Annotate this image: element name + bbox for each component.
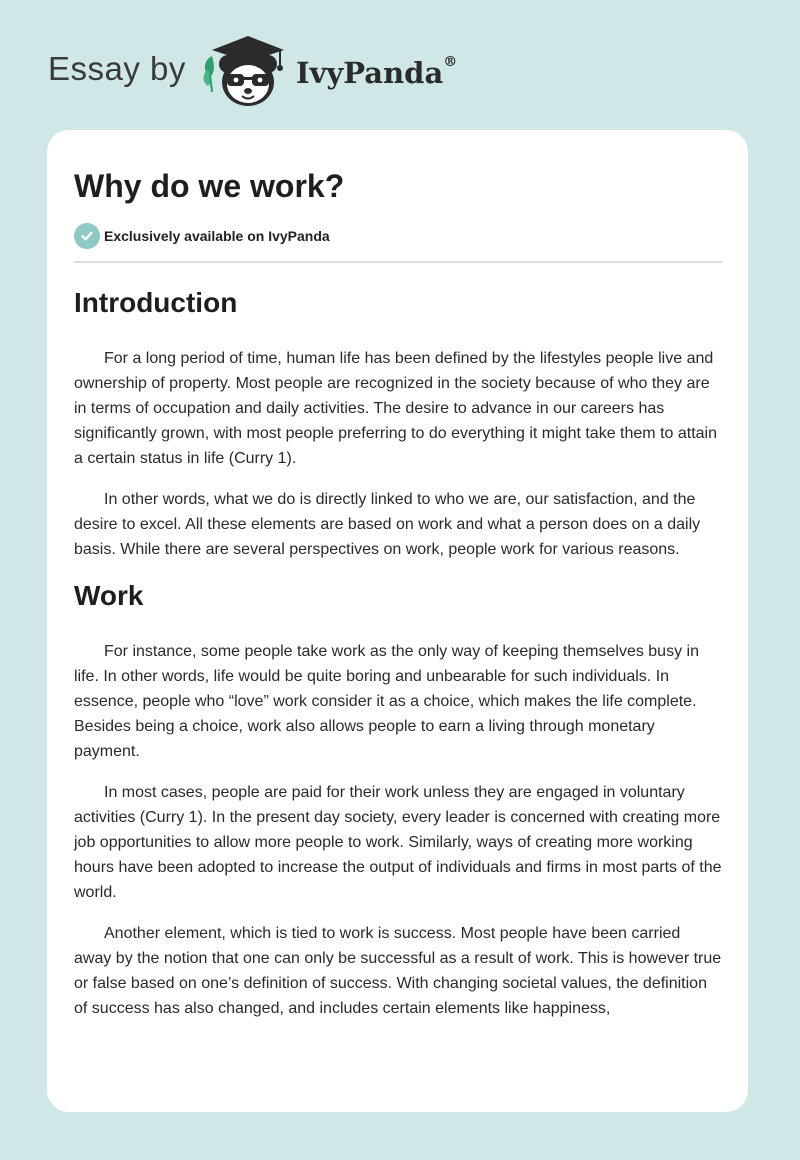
- essay-by-label: Essay by: [48, 50, 186, 87]
- essay-card: [47, 130, 748, 1112]
- title-divider: [74, 261, 722, 263]
- paragraph: For a long period of time, human life has been defined by the lifestyles people live and ownership of property. Most people are recognized in the society because of who they are in terms of occupation and daily activities. The desire to advance in our careers has significantly grown, with most people preferring to do everything it might take them to attain a certain status in life (Curry 1).: [74, 350, 717, 467]
- page-title: Why do we work?: [74, 168, 345, 204]
- site-header: [48, 30, 548, 116]
- exclusive-label: Exclusively available on IvyPanda: [104, 228, 330, 244]
- paragraph: In other words, what we do is directly linked to who we are, our satisfaction, and the desire to excel. All these elements are based on work and what a person does on a daily basis. While there are several perspectives on work, people work for various reasons.: [74, 491, 701, 558]
- section-heading-introduction: Introduction: [74, 287, 238, 318]
- exclusive-badge: [74, 223, 722, 249]
- section-heading-work: Work: [74, 580, 144, 611]
- brand-name: IvyPanda®: [296, 54, 458, 90]
- panda-logo-icon: [200, 30, 296, 110]
- paragraph: Another element, which is tied to work is success. Most people have been carried away by the notion that one can only be successful as a result of work. This is however true or false based on one’s definition of success. With changing societal values, the definition of success has also changed, and includes certain elements like happiness,: [74, 925, 722, 1017]
- paragraph: For instance, some people take work as the only way of keeping themselves busy in life. In other words, life would be quite boring and unbearable for such individuals. In essence, people who “love” work consider it as a choice, which makes the life complete. Besides being a choice, work also allows people to earn a living through monetary payment.: [74, 643, 699, 760]
- check-icon: [74, 223, 100, 249]
- paragraph: In most cases, people are paid for their work unless they are engaged in voluntary activities (Curry 1). In the present day society, every leader is concerned with creating more job opportunities to allow more people to work. Similarly, ways of creating more working hours have been adopted to increase the output of individuals and firms in most parts of the world.: [74, 784, 722, 901]
